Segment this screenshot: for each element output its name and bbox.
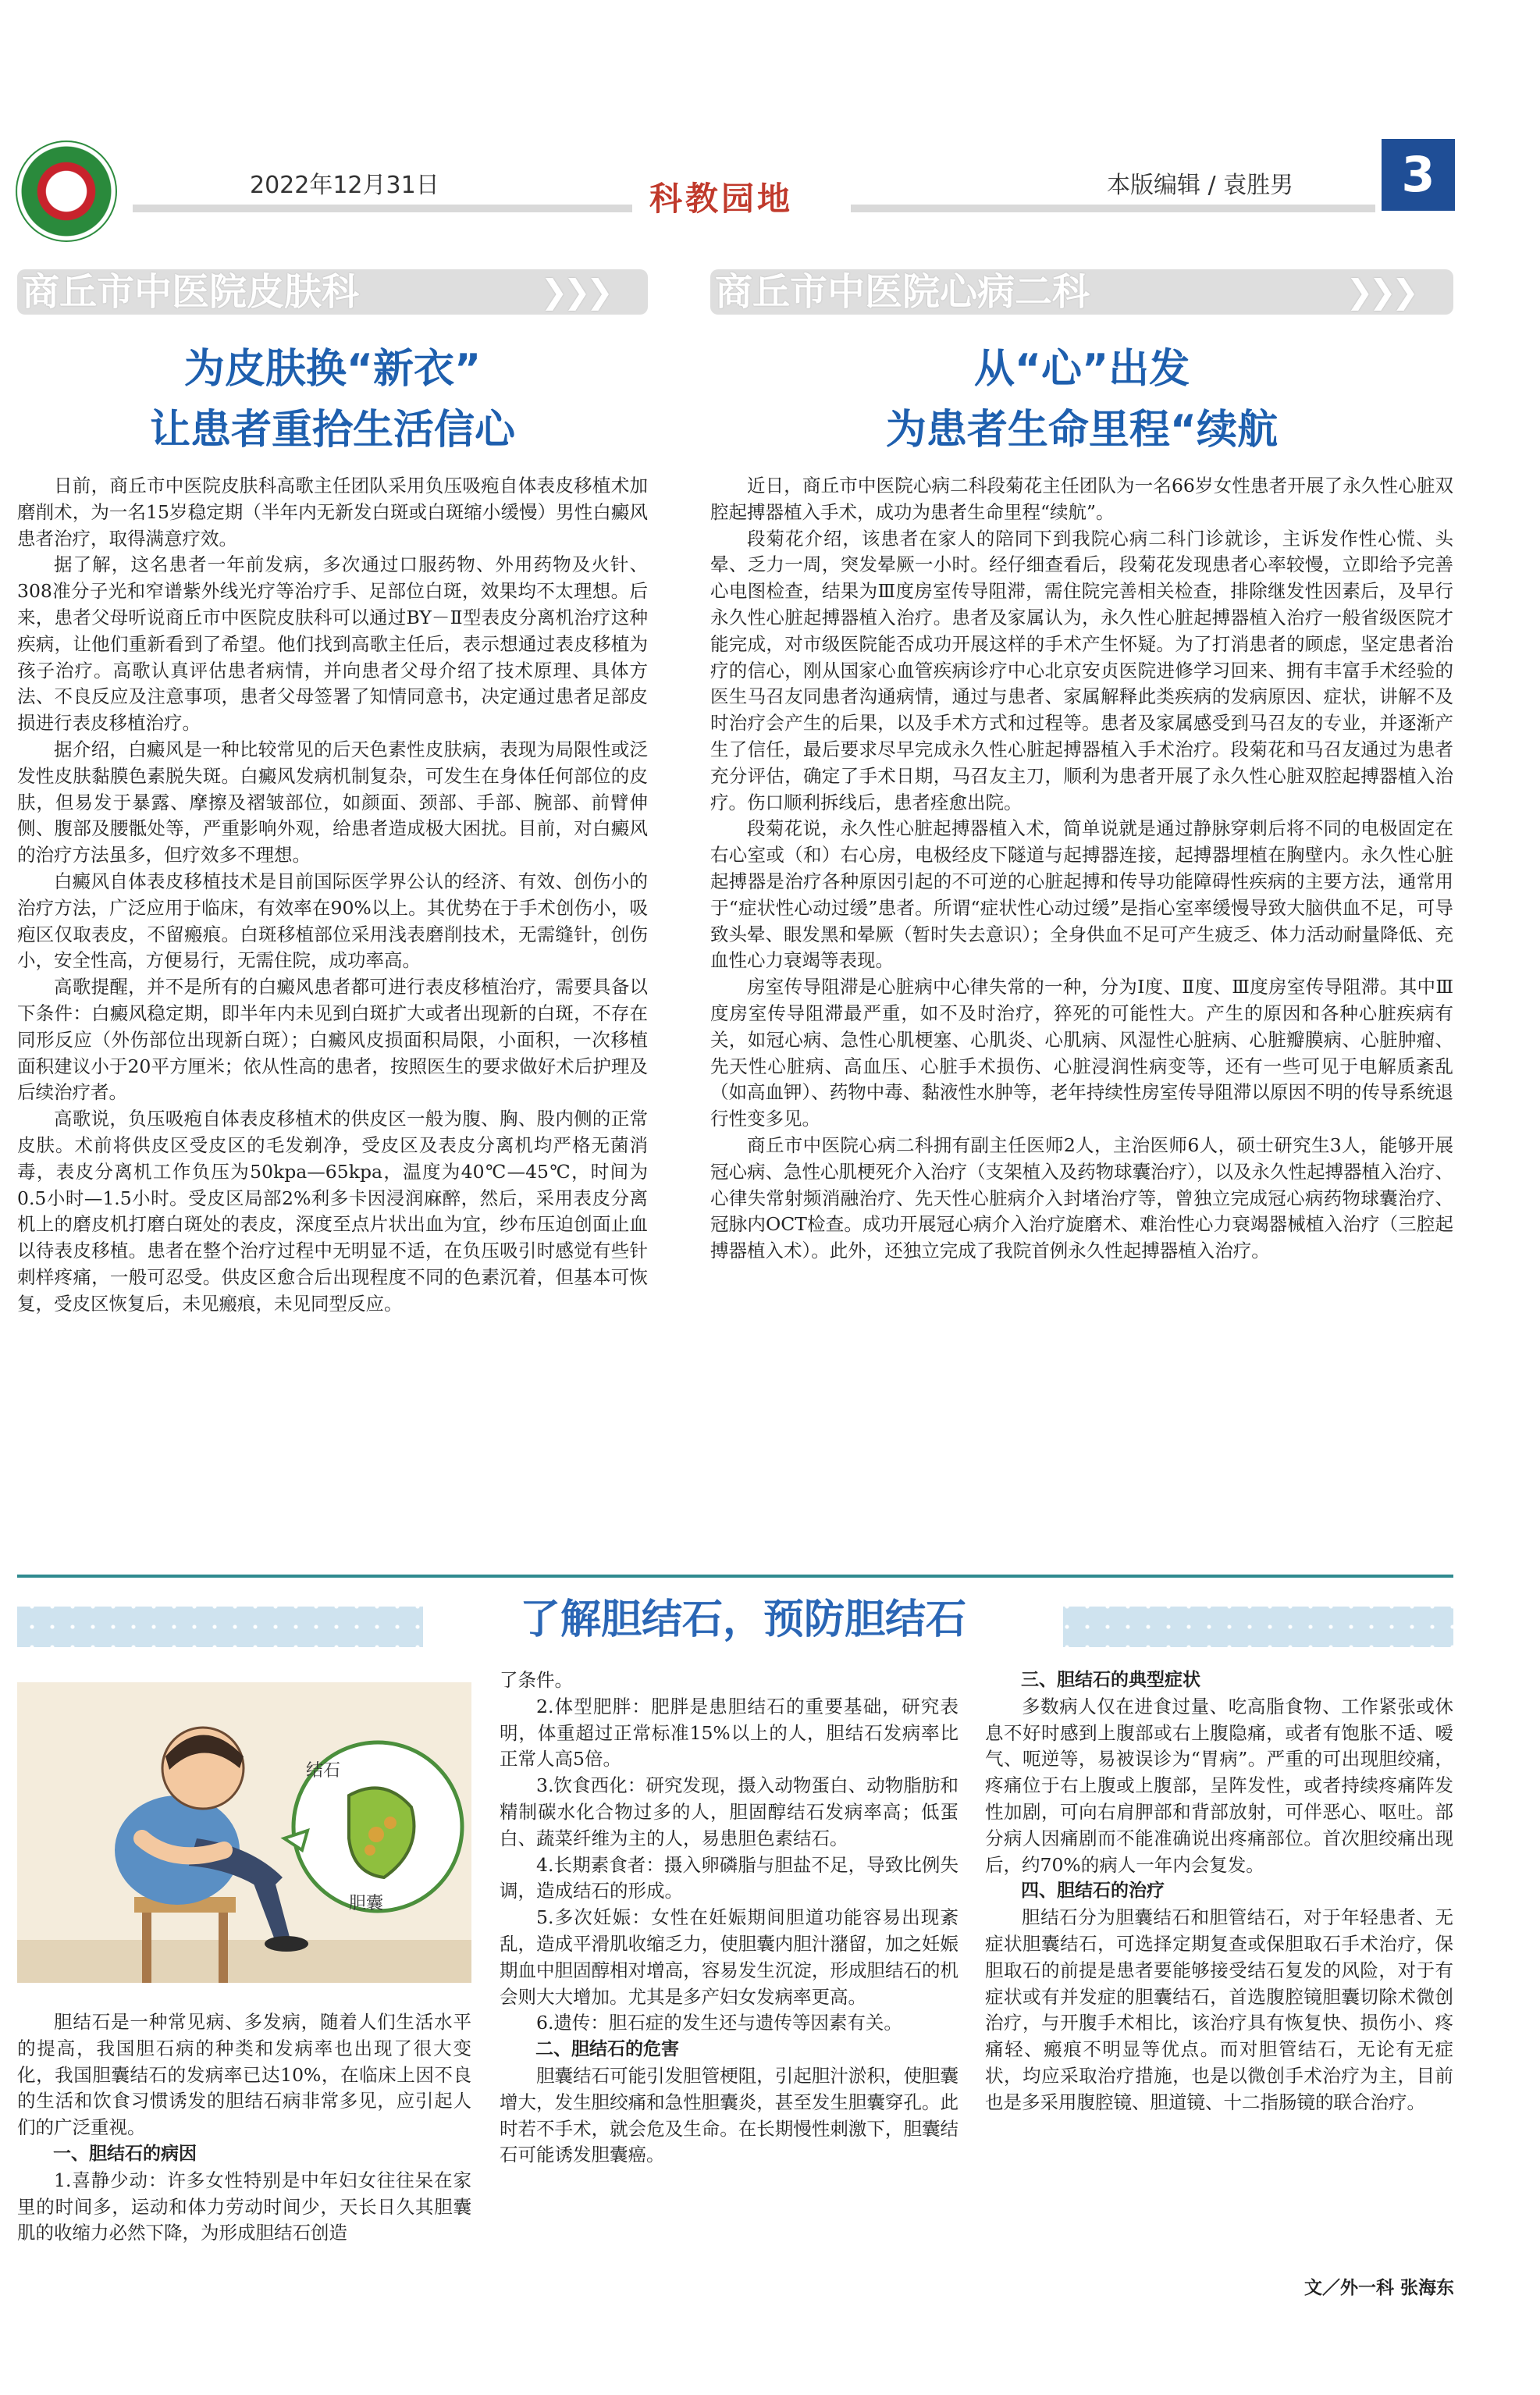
paragraph: 商丘市中医院心病二科拥有副主任医师2人，主治医师6人，硕士研究生3人，能够开展冠心病、急性心肌梗死介入治疗（支架植入及药物球囊治疗），以及永久性起搏器植入治疗、心律失常射频消融治疗、先天性心脏病介入封堵治疗等，曾独立完成冠心病药物球囊治疗、冠脉内OCT检查。成功开展冠心病介入治疗旋磨术、难治性心力衰竭器械植入治疗（三腔起搏器植入术）。此外，还独立完成了我院首例永久性起搏器植入治疗。 — [710, 1133, 1453, 1262]
right-headline-line2: 为患者生命里程“续航 — [885, 407, 1279, 454]
right-section-title: 商丘市中医院心病二科 — [715, 270, 1090, 314]
paragraph: 高歌提醒，并不是所有的白癜风患者都可进行表皮移植治疗，需要具备以下条件：白癜风稳定期，即半年内未见到白斑扩大或者出现新的白斑，不存在同形反应（外伤部位出现新白斑）；白癜风皮损面积局限，小面积，一次移植面积建议小于20平方厘米；依从性高的患者，按照医生的要求做好术后护理及后续治疗者。 — [17, 976, 648, 1104]
bottom-col1 — [17, 2009, 471, 2247]
chevrons-icon: ❯❯❯ — [540, 272, 609, 311]
paragraph: 胆囊结石可能引发胆管梗阻，引起胆汁淤积，使胆囊增大，发生胆绞痛和急性胆囊炎，甚至发生胆囊穿孔。此时若不手术，就会危及生命。在长期慢性刺激下，胆囊结石可能诱发胆囊癌。 — [500, 2064, 958, 2166]
paragraph: 日前，商丘市中医院皮肤科高歌主任团队采用负压吸疱自体表皮移植术加磨削术，为一名15岁稳定期（半年内无新发白斑或白斑缩小缓慢）男性白癜风患者治疗，取得满意疗效。 — [17, 475, 648, 550]
hospital-logo — [16, 141, 117, 242]
column-name: 科教园地 — [649, 180, 794, 218]
gallbladder-label: 胆囊 — [349, 1894, 384, 1913]
subheading-treatment: 四、胆结石的治疗 — [1021, 1881, 1165, 1902]
stone-label: 结石 — [306, 1761, 341, 1781]
paragraph: 据介绍，白癜风是一种比较常见的后天色素性皮肤病，表现为局限性或泛发性皮肤黏膜色素脱失斑。白癜风发病机制复杂，可发生在身体任何部位的皮肤，但易发于暴露、摩擦及褶皱部位，如颜面、颈部、手部、腕部、前臂伸侧、腹部及腰骶处等，严重影响外观，给患者造成极大困扰。目前，对白癜风的治疗方法虽多，但疗效多不理想。 — [17, 738, 648, 867]
subheading-causes: 一、胆结石的病因 — [53, 2143, 197, 2164]
list-item: 6.遗传：胆石症的发生还与遗传等因素有关。 — [536, 2012, 902, 2034]
paragraph: 白癜风自体表皮移植技术是目前国际医学界公认的经济、有效、创伤小的治疗方法，广泛应用于临床，有效率在90%以上。其优势在于手术创伤小，吸疱区仅取表皮，不留瘢痕。白斑移植部位采用浅表磨削技术，无需缝针，创伤小，安全性高，方便易行，无需住院，成功率高。 — [17, 870, 648, 972]
right-section-bar — [710, 269, 1453, 315]
left-article-body — [17, 473, 648, 1318]
header-rule-left — [133, 205, 632, 212]
page-number: 3 — [1382, 139, 1455, 211]
header-rule-right — [851, 205, 1375, 212]
paragraph-continuation: 了条件。 — [500, 1669, 573, 1691]
bottom-col2 — [500, 1667, 958, 2169]
left-section-bar — [17, 269, 648, 315]
paragraph: 据了解，这名患者一年前发病，多次通过口服药物、外用药物及火针、308准分子光和窄谱紫外线光疗等治疗手、足部位白斑，效果均不太理想。后来，患者父母听说商丘市中医院皮肤科可以通过BY－Ⅱ型表皮分离机治疗这种疾病，让他们重新看到了希望。他们找到高歌主任后，表示想通过表皮移植为孩子治疗。高歌认真评估患者病情，并向患者父母介绍了技术原理、具体方法、不良反应及注意事项，患者父母签署了知情同意书，决定通过患者足部皮损进行表皮移植治疗。 — [17, 553, 648, 735]
bottom-col3 — [985, 1667, 1453, 2116]
subheading-harm: 二、胆结石的危害 — [535, 2039, 679, 2060]
section-divider — [17, 1575, 1453, 1578]
left-headline-line2: 让患者重拾生活信心 — [149, 407, 515, 454]
chevrons-icon: ❯❯❯ — [1346, 272, 1414, 311]
paragraph: 胆结石分为胆囊结石和胆管结石，对于年轻患者、无症状胆囊结石，可选择定期复查或保胆取石手术治疗，保胆取石的前提是患者要能够接受结石复发的风险，对于有症状或有并发症的胆囊结石，首选腹腔镜胆囊切除术微创治疗，与开腹手术相比，该治疗具有恢复快、损伤小、疼痛轻、瘢痕不明显等优点。而对胆管结石，无论有无症状，均应采取治疗措施，也是以微创手术治疗为主，目前也是多采用腹腔镜、胆道镜、十二指肠镜的联合治疗。 — [985, 1906, 1453, 2113]
page-editor: 本版编辑 / 袁胜男 — [1107, 172, 1294, 199]
left-section-title: 商丘市中医院皮肤科 — [22, 270, 360, 314]
gallstone-illustration — [17, 1682, 471, 1983]
left-headline-line1: 为皮肤换“新衣” — [183, 346, 482, 393]
bottom-banner-title: 了解胆结石，预防胆结石 — [423, 1593, 1063, 1647]
paragraph: 1.喜静少动：许多女性特别是中年妇女往往呆在家里的时间多，运动和体力劳动时间少，天长日久其胆囊肌的收缩力必然下降，为形成胆结石创造 — [17, 2169, 471, 2244]
paragraph: 段菊花说，永久性心脏起搏器植入术，简单说就是通过静脉穿刺后将不同的电极固定在右心室或（和）右心房，电极经皮下隧道与起搏器连接，起搏器埋植在胸壁内。永久性心脏起搏器是治疗各种原因引起的不可逆的心脏起搏和传导功能障碍性疾病的主要方法，通常用于“症状性心动过缓”患者。所谓“症状性心动过缓”是指心室率缓慢导致大脑供血不足，可导致头晕、眼发黑和晕厥（暂时失去意识）；全身供血不足可产生疲乏、体力活动耐量降低、充血性心力衰竭等表现。 — [710, 817, 1453, 972]
subheading-symptoms: 三、胆结石的典型症状 — [1021, 1670, 1200, 1690]
right-headline-line1: 从“心”出发 — [973, 346, 1190, 393]
list-item: 3.饮食西化：研究发现，摄入动物蛋白、动物脂肪和精制碳水化合物过多的人，胆固醇结石发病率高；低蛋白、蔬菜纤维为主的人，易患胆色素结石。 — [500, 1774, 958, 1849]
issue-date: 2022年12月31日 — [250, 172, 439, 199]
list-item: 4.长期素食者：摄入卵磷脂与胆盐不足，导致比例失调，造成结石的形成。 — [500, 1853, 958, 1902]
list-item: 2.体型肥胖：肥胖是患胆结石的重要基础，研究表明，体重超过正常标准15%以上的人，胆结石发病率比正常人高5倍。 — [500, 1695, 958, 1770]
list-item: 5.多次妊娠：女性在妊娠期间胆道功能容易出现紊乱，造成平滑肌收缩乏力，使胆囊内胆汁潴留，加之妊娠期血中胆固醇相对增高，容易发生沉淀，形成胆结石的机会则大大增加。尤其是多产妇女发病率更高。 — [500, 1906, 958, 2008]
paragraph: 高歌说，负压吸疱自体表皮移植术的供皮区一般为腹、胸、股内侧的正常皮肤。术前将供皮区受皮区的毛发剃净，受皮区及表皮分离机均严格无菌消毒，表皮分离机工作负压为50kpa—65kpa，温度为40℃—45℃，时间为0.5小时—1.5小时。受皮区局部2%利多卡因浸润麻醉，然后，采用表皮分离机上的磨皮机打磨白斑处的表皮，深度至点片状出血为宜，纱布压迫创面止血以待表皮移植。患者在整个治疗过程中无明显不适，在负压吸引时感觉有些针刺样疼痛，一般可忍受。供皮区愈合后出现程度不同的色素沉着，但基本可恢复，受皮区恢复后，未见瘢痕，未见同型反应。 — [17, 1108, 648, 1315]
right-article-body — [710, 473, 1453, 1265]
paragraph: 多数病人仅在进食过量、吃高脂食物、工作紧张或休息不好时感到上腹部或右上腹隐痛，或者有饱胀不适、嗳气、呃逆等，易被误诊为“胃病”。严重的可出现胆绞痛，疼痛位于右上腹或上腹部，呈阵发性，或者持续疼痛阵发性加剧，可向右肩胛部和背部放射，可伴恶心、呕吐。部分病人因痛剧而不能准确说出疼痛部位。首次胆绞痛出现后，约70%的病人一年内会复发。 — [985, 1695, 1453, 1876]
author-signature: 文／外一科 张海东 — [1303, 2277, 1454, 2298]
paragraph: 段菊花介绍，该患者在家人的陪同下到我院心病二科门诊就诊，主诉发作性心慌、头晕、乏力一周，突发晕厥一小时。经仔细查看后，段菊花发现患者心率较慢，立即给予完善心电图检查，结果为Ⅲ度房室传导阻滞，需住院完善相关检查，排除继发性因素后，及早行永久性心脏起搏器植入治疗。患者及家属认为，永久性心脏起搏器植入治疗一般省级医院才能完成，对市级医院能否成功开展这样的手术产生怀疑。为了打消患者的顾虑，坚定患者治疗的信心，刚从国家心血管疾病诊疗中心北京安贞医院进修学习回来、拥有丰富手术经验的医生马召友同患者沟通病情，通过与患者、家属解释此类疾病的发病原因、症状，讲解不及时治疗会产生的后果，以及手术方式和过程等。患者及家属感受到马召友的专业，并逐渐产生了信任，最后要求尽早完成永久性心脏起搏器植入手术治疗。段菊花和马召友通过为患者充分评估，确定了手术日期，马召友主刀，顺利为患者开展了永久性心脏双腔起搏器植入治疗。伤口顺利拆线后，患者痊愈出院。 — [710, 527, 1453, 813]
patient-illustration — [17, 1682, 471, 1983]
paragraph: 近日，商丘市中医院心病二科段菊花主任团队为一名66岁女性患者开展了永久性心脏双腔起搏器植入手术，成功为患者生命里程“续航”。 — [710, 475, 1453, 523]
paragraph: 胆结石是一种常见病、多发病，随着人们生活水平的提高，我国胆石病的种类和发病率也出现了很大变化，我国胆囊结石的发病率已达10%，在临床上因不良的生活和饮食习惯诱发的胆结石病非常多见，应引起人们的广泛重视。 — [17, 2011, 471, 2139]
paragraph: 房室传导阻滞是心脏病中心律失常的一种，分为Ⅰ度、Ⅱ度、Ⅲ度房室传导阻滞。其中Ⅲ度房室传导阻滞最严重，如不及时治疗，猝死的可能性大。产生的原因和各种心脏疾病有关，如冠心病、急性心肌梗塞、心肌炎、心肌病、风湿性心脏病、心脏瓣膜病、心脏肿瘤、先天性心脏病、高血压、心脏手术损伤、心脏浸润性病变等，还有一些可见于电解质紊乱（如高血钾）、药物中毒、黏液性水肿等，老年持续性房室传导阻滞以原因不明的传导系统退行性变多见。 — [710, 976, 1453, 1130]
